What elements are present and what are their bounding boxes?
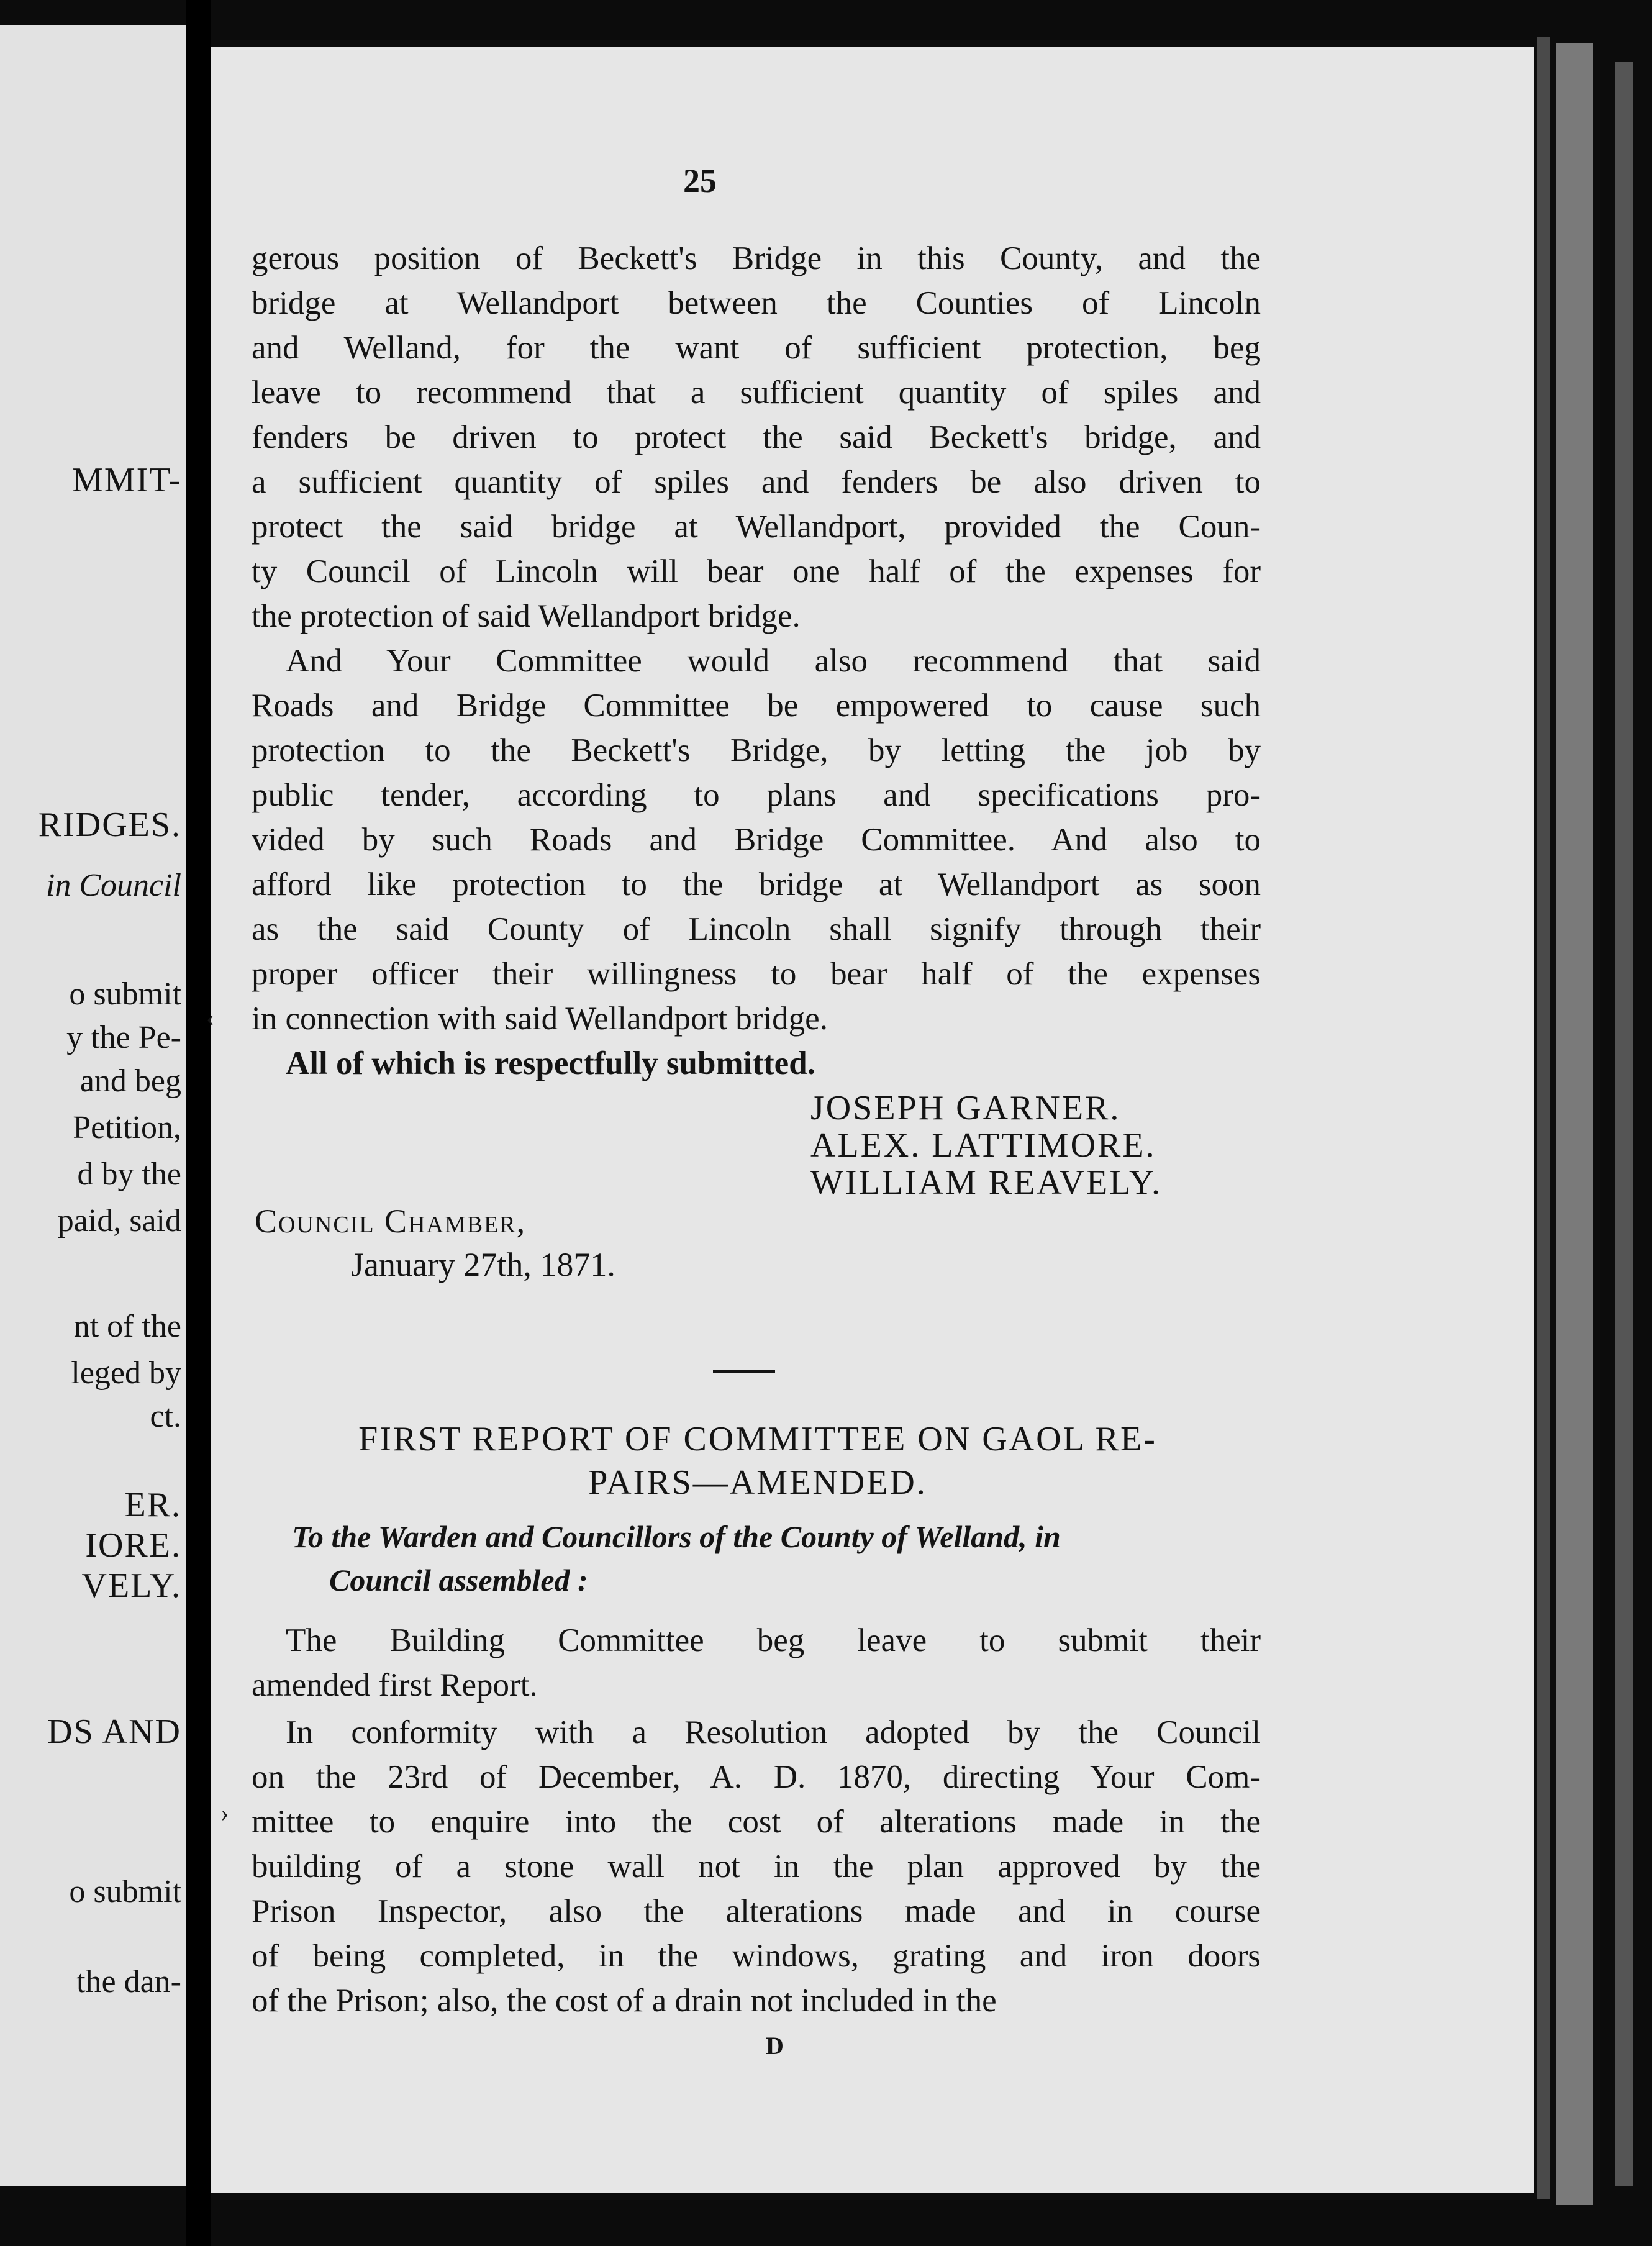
text-line: The Building Committee beg leave to submit their (286, 1622, 1261, 1658)
text-line: of the Prison; also, the cost of a drain not included in the (252, 1983, 997, 2019)
facing-page-text: MMIT- (72, 461, 181, 499)
paragraph-bridges-protection (252, 236, 1261, 639)
facing-page-text: IORE. (85, 1526, 181, 1565)
text-line: Prison Inspector, also the alterations made and in course (252, 1893, 1261, 1929)
facing-page-text: in Council (45, 868, 181, 903)
text-line: protect the said bridge at Wellandport, provided the Coun- (252, 509, 1261, 545)
text-line: public tender, according to plans and specifications pro- (252, 777, 1261, 813)
text-line: as the said County of Lincoln shall signify through their (252, 911, 1261, 947)
text-line: gerous position of Beckett's Bridge in this County, and the (252, 240, 1261, 276)
text-line: fenders be driven to protect the said Beckett's bridge, and (252, 419, 1261, 455)
text-line: of being completed, in the windows, grating and iron doors (252, 1938, 1261, 1974)
closing-block (252, 1041, 1261, 1086)
facing-page-text: d by the (77, 1157, 181, 1192)
facing-page-text: RIDGES. (38, 806, 181, 844)
text-line: leave to recommend that a sufficient quantity of spiles and (252, 375, 1261, 411)
closing-line: All of which is respectfully submitted. (286, 1045, 815, 1081)
text-line: mittee to enquire into the cost of alterations made in the (252, 1804, 1261, 1840)
facing-page-text: DS AND (47, 1712, 181, 1751)
text-line: In conformity with a Resolution adopted by the Council (286, 1714, 1261, 1750)
text-line: and Welland, for the want of sufficient protection, beg (252, 330, 1261, 366)
text-line: on the 23rd of December, A. D. 1870, directing Your Com- (252, 1759, 1261, 1795)
margin-mark: › (220, 1799, 229, 1827)
text-line: vided by such Roads and Bridge Committee. And also to (252, 822, 1261, 858)
paragraph-committee-recommendation (252, 639, 1261, 1041)
facing-page-text: o submit (69, 1874, 181, 1909)
facing-page-fragment (0, 25, 186, 2186)
text-line: building of a stone wall not in the plan approved by the (252, 1848, 1261, 1885)
report-date: January 27th, 1871. (351, 1246, 615, 1283)
facing-page-text: paid, said (57, 1203, 181, 1239)
page-edge (1556, 43, 1593, 2205)
page-edge (1537, 37, 1550, 2199)
facing-page-text: VELY. (81, 1566, 181, 1605)
facing-page-text: nt of the (73, 1309, 181, 1344)
text-line: afford like protection to the bridge at Wellandport as soon (252, 866, 1261, 902)
text-line: in connection with said Wellandport bridge. (252, 1001, 828, 1037)
margin-mark: ‹ (206, 1004, 215, 1032)
paragraph-resolution (252, 1710, 1261, 2023)
report-title-line-1: FIRST REPORT OF COMMITTEE ON GAOL RE- (358, 1420, 1157, 1458)
facing-page-text: o submit (69, 976, 181, 1012)
text-line: proper officer their willingness to bear half of the expenses (252, 956, 1261, 992)
text-line: bridge at Wellandport between the Counties of Lincoln (252, 285, 1261, 321)
signature-mark: D (766, 2032, 784, 2060)
text-line: ty Council of Lincoln will bear one half of the expenses for (252, 553, 1261, 589)
page-edge (1615, 62, 1633, 2186)
address-line-1: To the Warden and Councillors of the County of Welland, in (292, 1519, 1061, 1554)
facing-page-text: and beg (79, 1063, 181, 1099)
page-gutter (186, 0, 211, 2246)
council-chamber: Council Chamber, (255, 1203, 527, 1240)
paragraph-building-committee (252, 1618, 1261, 1707)
signatory-3: WILLIAM REAVELY. (810, 1163, 1163, 1202)
facing-page-text: the dan- (76, 1964, 181, 1999)
page-number: 25 (683, 162, 717, 199)
text-line: a sufficient quantity of spiles and fenders be also driven to (252, 464, 1261, 500)
facing-page-text: ER. (124, 1486, 181, 1524)
signatory-2: ALEX. LATTIMORE. (810, 1126, 1156, 1165)
section-divider (713, 1370, 775, 1373)
address-line-2: Council assembled : (329, 1563, 588, 1598)
report-title-line-2: PAIRS—AMENDED. (588, 1463, 927, 1502)
text-line: the protection of said Wellandport bridge. (252, 598, 801, 634)
facing-page-text: y the Pe- (66, 1020, 181, 1055)
text-line: Roads and Bridge Committee be empowered to cause such (252, 688, 1261, 724)
text-line: And Your Committee would also recommend that said (286, 643, 1261, 679)
facing-page-text: Petition, (73, 1110, 181, 1145)
facing-page-text: leged by (71, 1355, 181, 1391)
signatory-1: JOSEPH GARNER. (810, 1089, 1121, 1127)
text-line: protection to the Beckett's Bridge, by letting the job by (252, 732, 1261, 768)
facing-page-text: ct. (150, 1399, 181, 1434)
text-line: amended first Report. (252, 1667, 538, 1703)
